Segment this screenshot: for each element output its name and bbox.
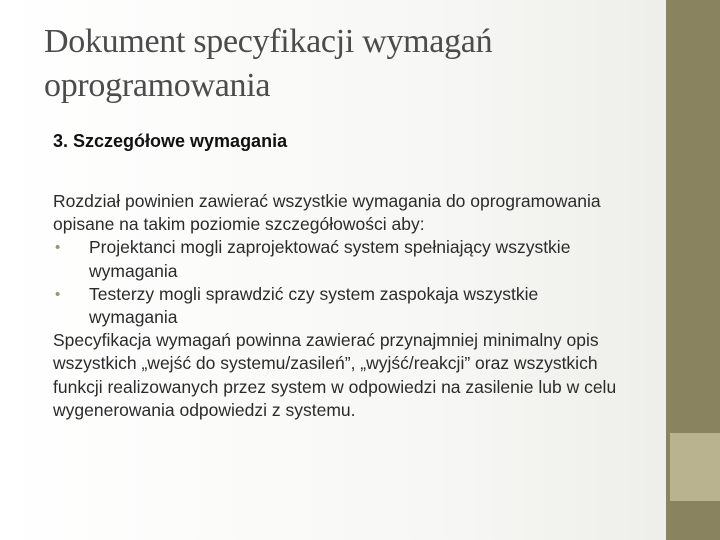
section-heading: 3. Szczegółowe wymagania <box>53 131 288 151</box>
bullet-item <box>53 283 628 329</box>
bullet-text: Testerzy mogli sprawdzić czy system zaspokaja wszystkie wymagania <box>89 283 539 328</box>
bullet-icon: • <box>55 239 61 257</box>
bullet-text: Projektanci mogli zaprojektować system spełniający wszystkie wymagania <box>89 237 571 281</box>
slide-body <box>53 190 628 422</box>
accent-strip-light <box>670 433 720 501</box>
slide-title: Dokument specyfikacji wymagań oprogramowania <box>44 23 493 104</box>
bullet-icon: • <box>55 285 61 303</box>
intro-paragraph: Rozdział powinien zawierać wszystkie wymagania do oprogramowania opisane na takim poziomie szczegółowości aby: <box>53 191 601 235</box>
closing-paragraph: Specyfikacja wymagań powinna zawierać przynajmniej minimalny opis wszystkich „wejść do systemu/zasileń”, „wyjść/reakcji” oraz wszystkich funkcji realizowanych przez system w odpowiedzi na zasilenie lub w celu wygenerowania odpowiedzi z systemu. <box>53 330 617 420</box>
bullet-item <box>53 236 628 282</box>
